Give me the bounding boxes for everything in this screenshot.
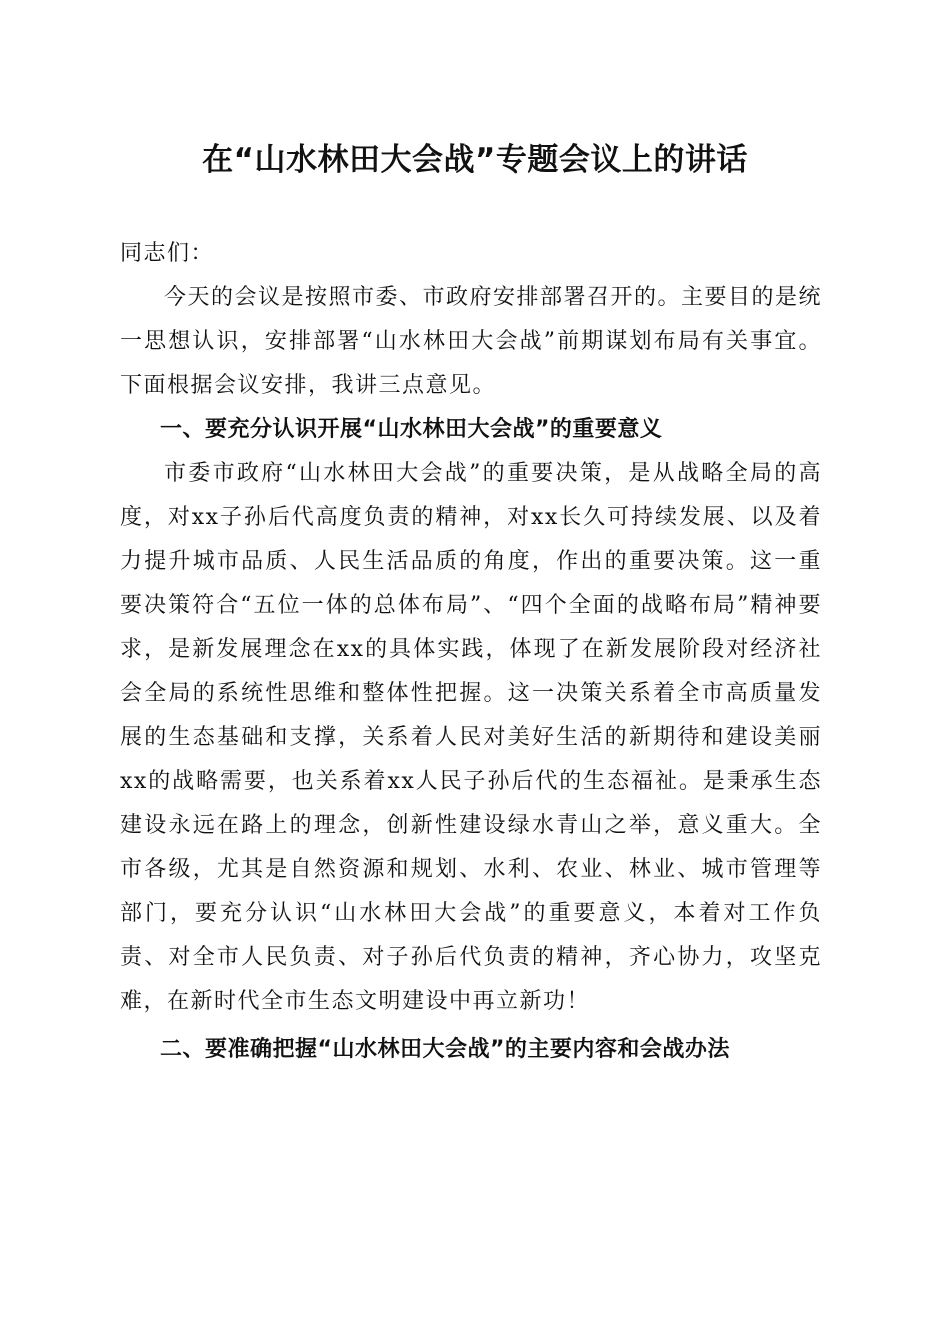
document-body [120, 232, 822, 1072]
section-1-heading: 一、要充分认识开展“山水林田大会战”的重要意义 [160, 417, 663, 442]
greeting: 同志们： [120, 241, 215, 266]
section-1-paragraph: 市委市政府“山水林田大会战”的重要决策，是从战略全局的高度，对xx子孙后代高度负责的精神，对xx长久可持续发展、以及着力提升城市品质、人民生活品质的角度，作出的重要决策。这一重要决策符合“五位一体的总体布局”、“四个全面的战略布局”精神要求，是新发展理念在xx的具体实践，体现了在新发展阶段对经济社会全局的系统性思维和整体性把握。这一决策关系着全市高质量发展的生态基础和支撑，关系着人民对美好生活的新期待和建设美丽xx的战略需要，也关系着xx人民子孙后代的生态福祉。是秉承生态建设永远在路上的理念，创新性建设绿水青山之举，意义重大。全市各级，尤其是自然资源和规划、水利、农业、林业、城市管理等部门，要充分认识“山水林田大会战”的重要意义，本着对工作负责、对全市人民负责、对子孙后代负责的精神，齐心协力，攻坚克难，在新时代全市生态文明建设中再立新功！ [120, 461, 822, 1014]
section-2-heading: 二、要准确把握“山水林田大会战”的主要内容和会战办法 [160, 1037, 730, 1062]
intro-paragraph: 今天的会议是按照市委、市政府安排部署召开的。主要目的是统一思想认识，安排部署“山水林田大会战”前期谋划布局有关事宜。下面根据会议安排，我讲三点意见。 [120, 285, 823, 398]
document-title: 在“山水林田大会战”专题会议上的讲话 [202, 142, 748, 178]
